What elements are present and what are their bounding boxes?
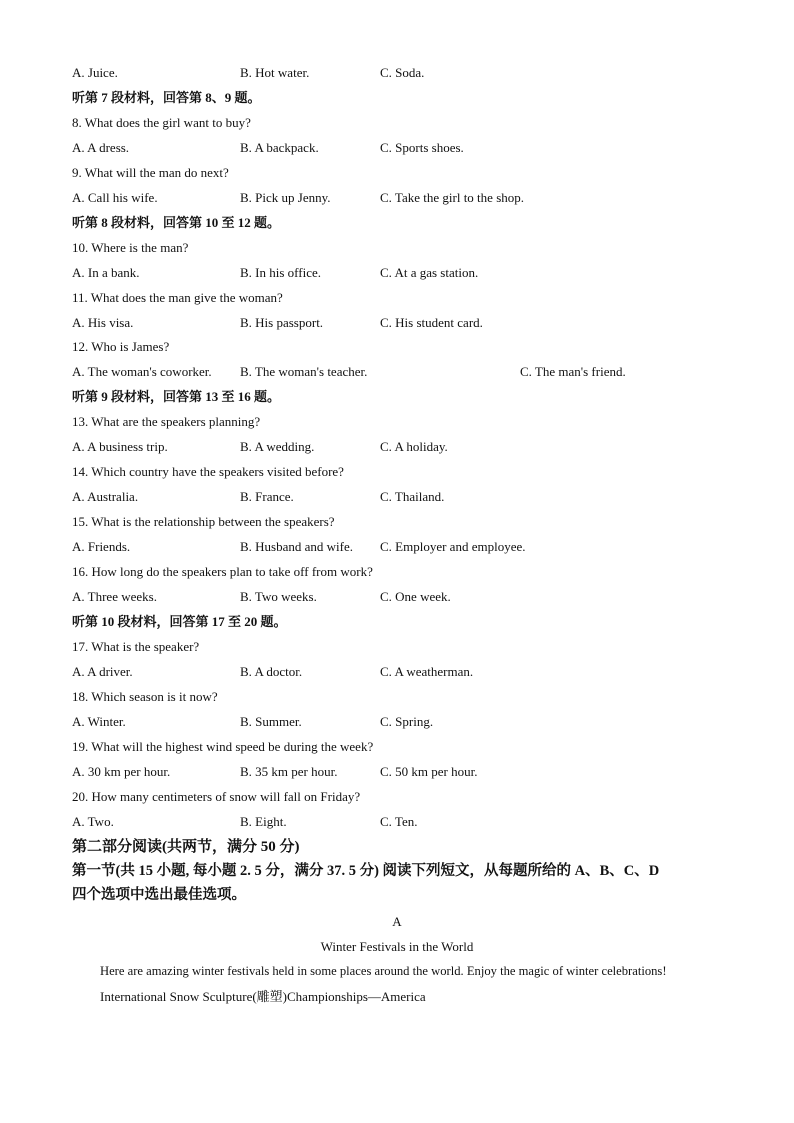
- option-b: B. France.: [240, 489, 294, 505]
- option-a: A. 30 km per hour.: [72, 763, 171, 779]
- option-a: A. Australia.: [72, 489, 139, 505]
- passage-letter: A: [392, 914, 402, 929]
- option-a: A. Call his wife.: [72, 189, 158, 205]
- question-text: 17. What is the speaker?: [72, 638, 200, 654]
- question-text: 19. What will the highest wind speed be during the week?: [72, 738, 374, 754]
- question-text: 14. Which country have the speakers visited before?: [72, 464, 344, 480]
- option-b: B. Two weeks.: [240, 588, 317, 604]
- option-b: B. 35 km per hour.: [240, 763, 338, 779]
- option-c: C. Take the girl to the shop.: [380, 189, 524, 205]
- section-one-instruction-cont: 四个选项中选出最佳选项。: [72, 887, 246, 903]
- question-text: 20. How many centimeters of snow will fall on Friday?: [72, 788, 361, 804]
- option-a: A. A driver.: [72, 663, 133, 679]
- option-b: B. The woman's teacher.: [240, 364, 368, 380]
- option-b: B. In his office.: [240, 264, 321, 280]
- option-a: A. The woman's coworker.: [72, 364, 212, 380]
- section-one-instruction: 第一节(共 15 小题, 每小题 2. 5 分，满分 37. 5 分) 阅读下列短文，从每题所给的 A、B、C、D: [72, 863, 660, 879]
- passage-subheading: International Snow Sculpture(雕塑)Championships—America: [100, 989, 426, 1004]
- question-text: 15. What is the relationship between the speakers?: [72, 514, 335, 530]
- option-c: C. One week.: [380, 588, 451, 604]
- option-c: C. Ten.: [380, 813, 418, 829]
- option-a: A. Two.: [72, 813, 114, 829]
- question-text: 10. Where is the man?: [72, 239, 189, 255]
- option-c: C. Sports shoes.: [380, 139, 464, 155]
- option-c: C. At a gas station.: [380, 264, 479, 280]
- option-b: B. Pick up Jenny.: [240, 189, 331, 205]
- section-header: 听第 7 段材料，回答第 8、9 题。: [72, 89, 261, 105]
- question-text: 9. What will the man do next?: [72, 164, 229, 180]
- option-b: B. A doctor.: [240, 663, 303, 679]
- option-b: B. Eight.: [240, 813, 287, 829]
- option-c: C. 50 km per hour.: [380, 763, 478, 779]
- question-text: 11. What does the man give the woman?: [72, 289, 283, 305]
- section-header: 听第 9 段材料，回答第 13 至 16 题。: [72, 389, 281, 405]
- option-a: A. A business trip.: [72, 439, 168, 455]
- option-b: B. Summer.: [240, 713, 302, 729]
- option-a: A. Three weeks.: [72, 588, 157, 604]
- option-c: C. Employer and employee.: [380, 539, 526, 555]
- option-a: A. His visa.: [72, 314, 134, 330]
- option-b: B. A backpack.: [240, 139, 319, 155]
- option-a: A. Friends.: [72, 539, 131, 555]
- option-b: B. Hot water.: [240, 65, 310, 80]
- passage-intro: Here are amazing winter festivals held in some places around the world. Enjoy the magic of winter celebrations!: [100, 964, 667, 978]
- section-header: 听第 8 段材料，回答第 10 至 12 题。: [72, 214, 281, 230]
- option-a: A. Winter.: [72, 713, 126, 729]
- option-c: C. The man's friend.: [520, 364, 626, 380]
- question-text: 12. Who is James?: [72, 339, 170, 355]
- part-two-title: 第二部分阅读(共两节，满分 50 分): [72, 839, 300, 855]
- option-c: C. Soda.: [380, 65, 425, 80]
- option-c: C. His student card.: [380, 314, 483, 330]
- question-text: 13. What are the speakers planning?: [72, 414, 261, 430]
- option-b: B. Husband and wife.: [240, 539, 354, 555]
- option-b: B. A wedding.: [240, 439, 315, 455]
- option-a: A. In a bank.: [72, 264, 140, 280]
- question-text: 18. Which season is it now?: [72, 688, 218, 704]
- option-a: A. Juice.: [72, 65, 118, 80]
- option-b: B. His passport.: [240, 314, 324, 330]
- option-c: C. Thailand.: [380, 489, 445, 505]
- question-text: 16. How long do the speakers plan to take off from work?: [72, 564, 373, 579]
- option-c: C. A weatherman.: [380, 663, 474, 679]
- passage-title: Winter Festivals in the World: [320, 939, 474, 954]
- option-a: A. A dress.: [72, 139, 130, 155]
- option-c: C. A holiday.: [380, 439, 448, 455]
- option-c: C. Spring.: [380, 713, 434, 729]
- question-text: 8. What does the girl want to buy?: [72, 114, 251, 130]
- section-header: 听第 10 段材料，回答第 17 至 20 题。: [72, 613, 287, 629]
